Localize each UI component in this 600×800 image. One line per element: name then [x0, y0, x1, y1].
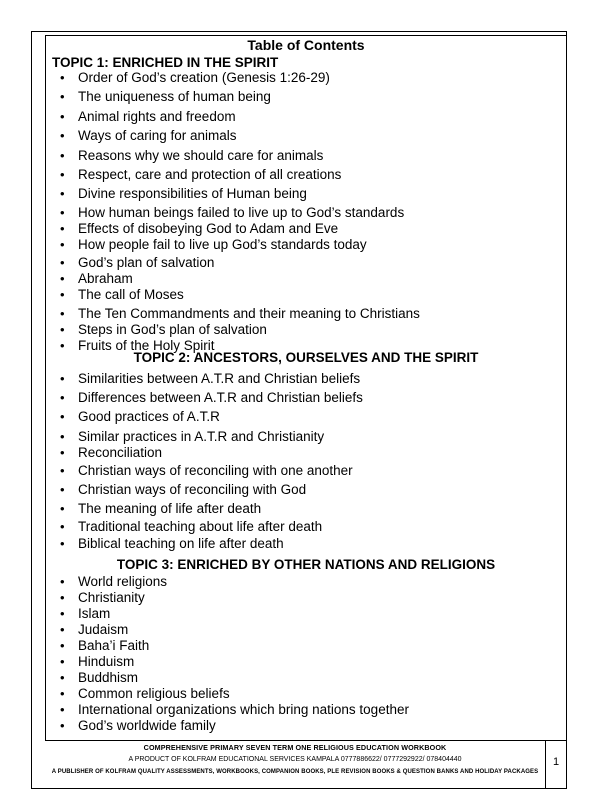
list-item: • Animal rights and freedom: [58, 109, 420, 125]
list-item: • Reasons why we should care for animals: [58, 148, 420, 164]
footer-book-title: COMPREHENSIVE PRIMARY SEVEN TERM ONE RELIGIOUS EDUCATION WORKBOOK: [143, 743, 447, 752]
list-item: • Buddhism: [58, 670, 409, 686]
list-item: • Islam: [58, 606, 409, 622]
topic-2-list: [58, 371, 363, 552]
list-item: • How human beings failed to live up to God’s standards: [58, 205, 420, 221]
list-item: • The meaning of life after death: [58, 501, 363, 517]
list-item: • Hinduism: [58, 654, 409, 670]
list-item: • Effects of disobeying God to Adam and Eve: [58, 221, 420, 237]
list-item: • God’s worldwide family: [58, 718, 409, 734]
topic-1-list: [58, 70, 420, 354]
list-item: • Traditional teaching about life after death: [58, 519, 363, 535]
list-item: • Baha’i Faith: [58, 638, 409, 654]
list-item: • Christianity: [58, 590, 409, 606]
document-title: Table of Contents: [247, 37, 365, 53]
list-item: • Christian ways of reconciling with one another: [58, 463, 363, 479]
topic-3-list: [58, 574, 409, 734]
list-item: • Judaism: [58, 622, 409, 638]
list-item: • Good practices of A.T.R: [58, 409, 363, 425]
list-item: • Similar practices in A.T.R and Christianity: [58, 429, 363, 445]
list-item: • Respect, care and protection of all creations: [58, 167, 420, 183]
list-item: • Divine responsibilities of Human being: [58, 186, 420, 202]
list-item: • World religions: [58, 574, 409, 590]
list-item: • How people fail to live up God’s standards today: [58, 237, 420, 253]
topic-2-heading: TOPIC 2: ANCESTORS, OURSELVES AND THE SPIRIT: [133, 350, 479, 365]
list-item: • International organizations which bring nations together: [58, 702, 409, 718]
list-item: • Differences between A.T.R and Christian beliefs: [58, 390, 363, 406]
list-item: • The call of Moses: [58, 287, 420, 303]
list-item: • God’s plan of salvation: [58, 255, 420, 271]
list-item: • The Ten Commandments and their meaning to Christians: [58, 306, 420, 322]
list-item: • Biblical teaching on life after death: [58, 536, 363, 552]
page-number: 1: [552, 756, 560, 768]
footer-publisher-contact: A PRODUCT OF KOLFRAM EDUCATIONAL SERVICES KAMPALA 0777886622/ 0777292922/ 078404440: [128, 756, 462, 763]
list-item: • The uniqueness of human being: [58, 89, 420, 105]
topic-3-heading: TOPIC 3: ENRICHED BY OTHER NATIONS AND RELIGIONS: [116, 557, 496, 572]
list-item: • Abraham: [58, 271, 420, 287]
list-item: • Steps in God’s plan of salvation: [58, 322, 420, 338]
topic-1-heading: TOPIC 1: ENRICHED IN THE SPIRIT: [52, 55, 279, 70]
list-item: • Fruits of the Holy Spirit: [58, 338, 420, 354]
list-item: • Order of God’s creation (Genesis 1:26-29): [58, 70, 420, 86]
list-item: • Reconciliation: [58, 445, 363, 461]
footer: [45, 743, 545, 777]
list-item: • Common religious beliefs: [58, 686, 409, 702]
list-item: • Similarities between A.T.R and Christian beliefs: [58, 371, 363, 387]
footer-publisher-tagline: A PUBLISHER OF KOLFRAM QUALITY ASSESSMENTS, WORKBOOKS, COMPANION BOOKS, PLE REVISION BOOKS & QUESTION BANKS AND HOLIDAY PACKAGES: [51, 769, 539, 775]
list-item: • Christian ways of reconciling with God: [58, 482, 363, 498]
list-item: • Ways of caring for animals: [58, 128, 420, 144]
